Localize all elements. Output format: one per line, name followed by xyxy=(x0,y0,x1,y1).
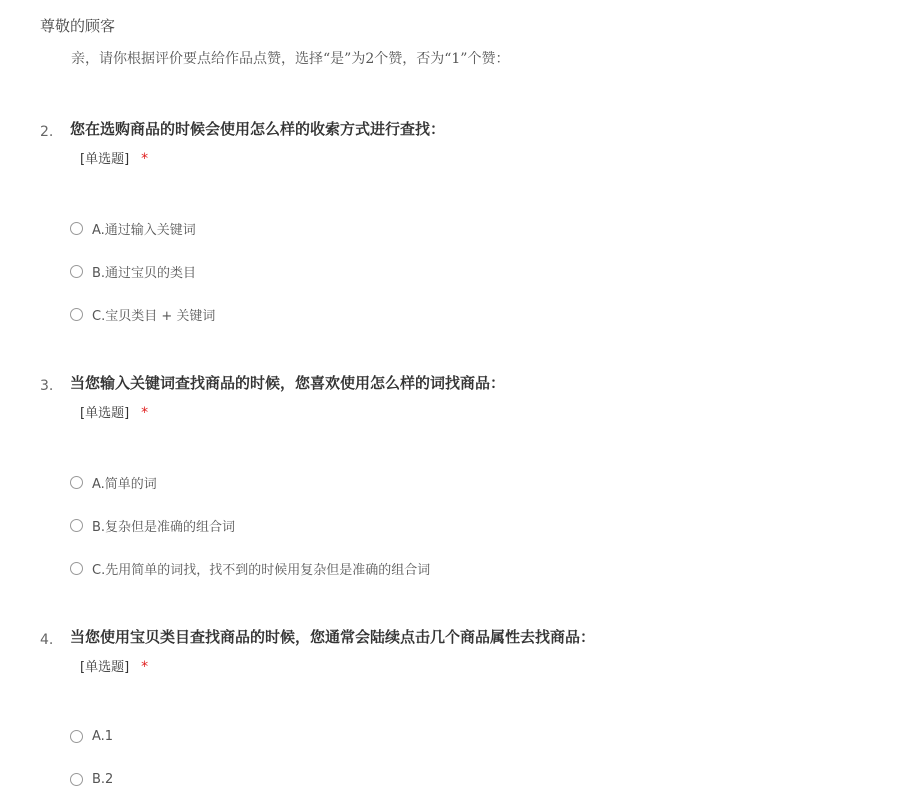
option-q4-b[interactable] xyxy=(70,769,113,789)
question-type-label xyxy=(80,148,148,167)
question-type-label xyxy=(80,402,148,421)
greeting-text: 尊敬的顾客 xyxy=(40,17,116,35)
radio-button[interactable] xyxy=(70,308,83,321)
question-type: [单选题] xyxy=(80,406,130,421)
question-number: 4. xyxy=(40,632,54,648)
question-title: 当您输入关键词查找商品的时候，您喜欢使用怎么样的词找商品： xyxy=(70,374,506,392)
option-label: A.1 xyxy=(92,728,114,744)
option-q2-b[interactable] xyxy=(70,261,196,281)
option-label: B.2 xyxy=(92,771,114,787)
question-number: 2. xyxy=(40,124,54,140)
question-type-label xyxy=(80,656,148,675)
option-label: C.宝贝类目 + 关键词 xyxy=(92,308,216,324)
radio-button[interactable] xyxy=(70,519,83,532)
option-q2-a[interactable] xyxy=(70,218,196,238)
option-q3-b[interactable] xyxy=(70,515,235,535)
option-q4-a[interactable] xyxy=(70,726,113,746)
option-label: A.简单的词 xyxy=(92,476,157,492)
option-label: B.通过宝贝的类目 xyxy=(92,265,197,281)
radio-button[interactable] xyxy=(70,476,83,489)
option-label: C.先用简单的词找，找不到的时候用复杂但是准确的组合词 xyxy=(92,562,431,578)
radio-button[interactable] xyxy=(70,222,83,235)
question-number: 3. xyxy=(40,378,54,394)
option-label: A.通过输入关键词 xyxy=(92,222,196,238)
option-q2-c[interactable] xyxy=(70,304,215,324)
question-title: 您在选购商品的时候会使用怎么样的收索方式进行查找： xyxy=(70,120,446,138)
question-type: [单选题] xyxy=(80,660,130,675)
radio-button[interactable] xyxy=(70,730,83,743)
required-mark: * xyxy=(141,405,149,421)
required-mark: * xyxy=(141,659,149,675)
question-title: 当您使用宝贝类目查找商品的时候，您通常会陆续点击几个商品属性去找商品： xyxy=(70,628,596,646)
radio-button[interactable] xyxy=(70,773,83,786)
radio-button[interactable] xyxy=(70,562,83,575)
radio-button[interactable] xyxy=(70,265,83,278)
option-label: B.复杂但是准确的组合词 xyxy=(92,519,236,535)
intro-text: 亲，请你根据评价要点给作品点赞，选择“是”为2个赞，否为“1”个赞： xyxy=(71,51,510,67)
option-q3-a[interactable] xyxy=(70,472,157,492)
required-mark: * xyxy=(141,151,149,167)
option-q3-c[interactable] xyxy=(70,558,430,578)
question-type: [单选题] xyxy=(80,152,130,167)
